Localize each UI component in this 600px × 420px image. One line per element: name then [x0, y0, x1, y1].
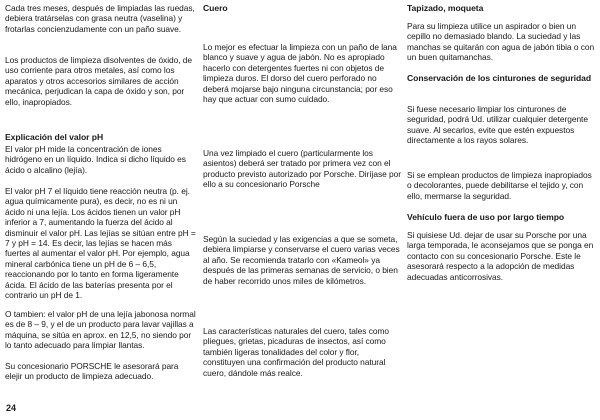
ph-examples-paragraph: O tambien: el valor pH de una lejía jabonosa normal es de 8 – 9, y el de un producto para lavar vajillas a máquina, se sitúa en aprox. en 12,5, no siendo por lo tanto adecuado para limpiar llantas. [5, 309, 196, 351]
leather-heading: Cuero [203, 3, 228, 13]
upholstery-cleaning-paragraph: Para su limpieza utilice un aspirador o bien un cepillo no demasiado blando. La suciedad y las manchas se quitarán con agua de jabón tibia o con un buen quitamanchas. [407, 21, 595, 63]
page-number: 24 [6, 403, 17, 413]
seatbelt-cleaning-paragraph: Si fuese necesario limpiar los cinturones de seguridad, podrá Ud. utilizar cualquier detergente suave. Al secarlos, evite que estén expuestos directamente a los rayos solares. [407, 104, 588, 146]
leather-characteristics-paragraph: Las características naturales del cuero, tales como pliegues, grietas, picaduras de insectos, así como también ligeras tonalidades del color y flor, constituyen una confirmación del producto natural cuero, dándole más realce. [203, 326, 389, 378]
leather-care-paragraph: Según la suciedad y las exigencias a que se someta, debiera limpiarse y conservarse el cuero varias veces al año. Se recomienda tratarlo con «Kameol» ya después de las primeras semanas de servicio, o bien de haber recorrido unos miles de kilómetros. [203, 234, 400, 286]
storage-heading: Vehículo fuera de uso por largo tiempo [407, 212, 565, 222]
leather-cleaning-paragraph: Lo mejor es efectuar la limpieza con un paño de lana blanco y suave y agua de jabón. No es apropiado hacerlo con detergentes fuertes ni con objetos de limpieza duros. El dorso del cuero perforado no deberá mojarse bajo ninguna circunstancia; por eso hay que actuar con sumo cuidado. [203, 42, 397, 105]
dealer-advice-paragraph: Su concesionario PORSCHE le asesorará para elejir un producto de limpieza adecuado. [5, 361, 179, 382]
leather-treatment-paragraph: Una vez limpiado el cuero (particularmente los asientos) deberá ser tratado por primera vez con el producto previsto autorizado por Porsche. Diríjase por ello a su concesionario Porsche [203, 148, 401, 190]
seatbelt-warning-paragraph: Si se emplean productos de limpieza inapropiados o decolorantes, puede debilitarse el tejido y, con ello, mermarse la seguridad. [407, 170, 592, 201]
seatbelt-heading: Conservación de los cinturones de seguridad [407, 73, 592, 83]
ph-scale-paragraph: El valor pH 7 el líquido tiene reacción neutra (p. ej. agua químicamente pura), es decir, no es ni un ácido ni una lejía. Los ácidos tienen un valor pH inferior a 7, aumentando la fuerza del ácido al disminuir el valor pH. Las lejías se sitúan entre pH = 7 y pH = 14. Es decir, las lejías se hacen más fuertes al aumentar el valor pH. Por ejemplo, agua mineral carbónica tiene un pH de 6 – 6,5, reaccionando por lo tanto en forma ligeramente ácida. El ácido de las baterías presenta por el contrario un pH de 1. [5, 186, 196, 301]
upholstery-heading: Tapizado, moqueta [407, 3, 484, 13]
storage-advice-paragraph: Si quisiese Ud. dejar de usar su Porsche por una larga temporada, le aconsejamos que se ponga en contacto con su concesionario Porsche. Este le asesorará respecto a la adopción de medidas adecuadas anticorrosivas. [407, 230, 594, 282]
wheel-grease-paragraph: Cada tres meses, después de limpiadas las ruedas, debiera tratárselas con grasa neutra (vaselina) y frotarlas concienzudamente con un paño suave. [5, 3, 195, 34]
ph-definition-paragraph: El valor pH mide la concentración de iones hidrógeno en un líquido. Indica si dicho líquido es ácido o alcalino (lejía). [5, 144, 186, 175]
ph-heading: Explicación del valor pH [5, 132, 104, 142]
rust-cleaner-paragraph: Los productos de limpieza disolventes de óxido, de uso corriente para otros metales, así como los aparatos y otros accesorios similares de acción mecánica, perjudican la capa de óxido y son, por ello, inapropiados. [5, 55, 192, 107]
